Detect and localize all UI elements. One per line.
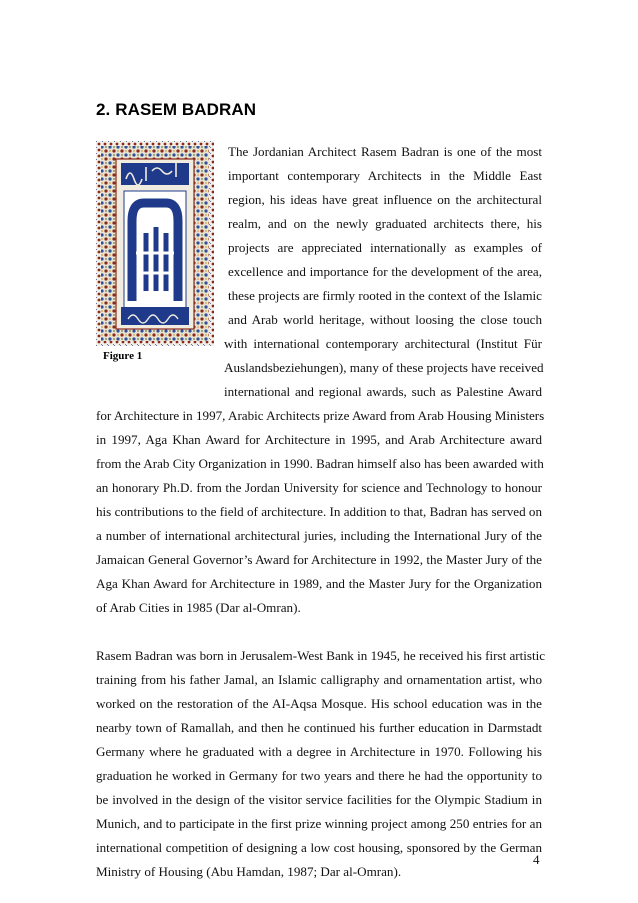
- text-line: international and regional awards, such as Palestine Award: [224, 384, 542, 399]
- text-line: international competition of designing a low cost housing, sponsored by the German: [96, 840, 542, 855]
- text-line: excellence and importance for the development of the area,: [228, 264, 542, 279]
- text-line: Auslandsbeziehungen), many of these projects have received: [224, 360, 544, 375]
- text-line: worked on the restoration of the AI-Aqsa Mosque. His school education was in the: [96, 696, 542, 711]
- section-heading: 2. RASEM BADRAN: [96, 100, 257, 119]
- text-line: graduation he worked in Germany for two years and there he had the opportunity to: [96, 768, 542, 783]
- text-line: projects are appreciated internationally as examples of: [228, 240, 542, 255]
- text-line: in 1997, Aga Khan Award for Architecture in 1995, and Arab Architecture award: [96, 432, 542, 447]
- islamic-calligraphy-panel-icon: [96, 141, 214, 346]
- page-number: 4: [533, 852, 540, 867]
- text-line: with international contemporary architectural (Institut Für: [224, 336, 542, 351]
- text-line: realm, and on the newly graduated architects there, his: [228, 216, 542, 231]
- text-line: training from his father Jamal, an Islamic calligraphy and ornamentation artist, who: [96, 672, 542, 687]
- text-line: and Arab world heritage, without loosing the close touch: [228, 312, 542, 327]
- text-line: from the Arab City Organization in 1990. Badran himself also has been awarded with: [96, 456, 544, 471]
- text-line: be involved in the design of the visitor service facilities for the Olympic Stadium in: [96, 792, 542, 807]
- figure-image: [96, 141, 214, 346]
- text-line: Jamaican General Governor’s Award for Architecture in 1992, the Master Jury of the: [96, 552, 542, 567]
- text-line: of Arab Cities in 1985 (Dar al-Omran).: [96, 600, 301, 615]
- text-line: Ministry of Housing (Abu Hamdan, 1987; Dar al-Omran).: [96, 864, 402, 879]
- text-line: Munich, and to participate in the first prize winning project among 250 entries for an: [96, 816, 542, 831]
- text-line: these projects are firmly rooted in the context of the Islamic: [228, 288, 542, 303]
- text-line: his contributions to the field of architecture. In addition to that, Badran has served on: [96, 504, 542, 519]
- text-line: nearby town of Ramallah, and then he continued his further education in Darmstadt: [96, 720, 542, 735]
- text-line: important contemporary Architects in the Middle East: [228, 168, 542, 183]
- text-line: for Architecture in 1997, Arabic Architects prize Award from Arab Housing Ministers: [96, 408, 545, 423]
- figure-caption: Figure 1: [103, 350, 143, 362]
- text-line: Rasem Badran was born in Jerusalem-West Bank in 1945, he received his first artistic: [96, 648, 546, 663]
- text-line: a number of international architectural juries, including the International Jury of the: [96, 528, 542, 543]
- text-line: Aga Khan Award for Architecture in 1989, and the Master Jury for the Organization: [96, 576, 542, 591]
- text-line: The Jordanian Architect Rasem Badran is one of the most: [228, 144, 542, 159]
- text-line: an honorary Ph.D. from the Jordan University for science and Technology to honour: [96, 480, 542, 495]
- text-line: Germany where he graduated with a degree in Architecture in 1970. Following his: [96, 744, 542, 759]
- text-line: region, his ideas have great influence on the architectural: [228, 192, 542, 207]
